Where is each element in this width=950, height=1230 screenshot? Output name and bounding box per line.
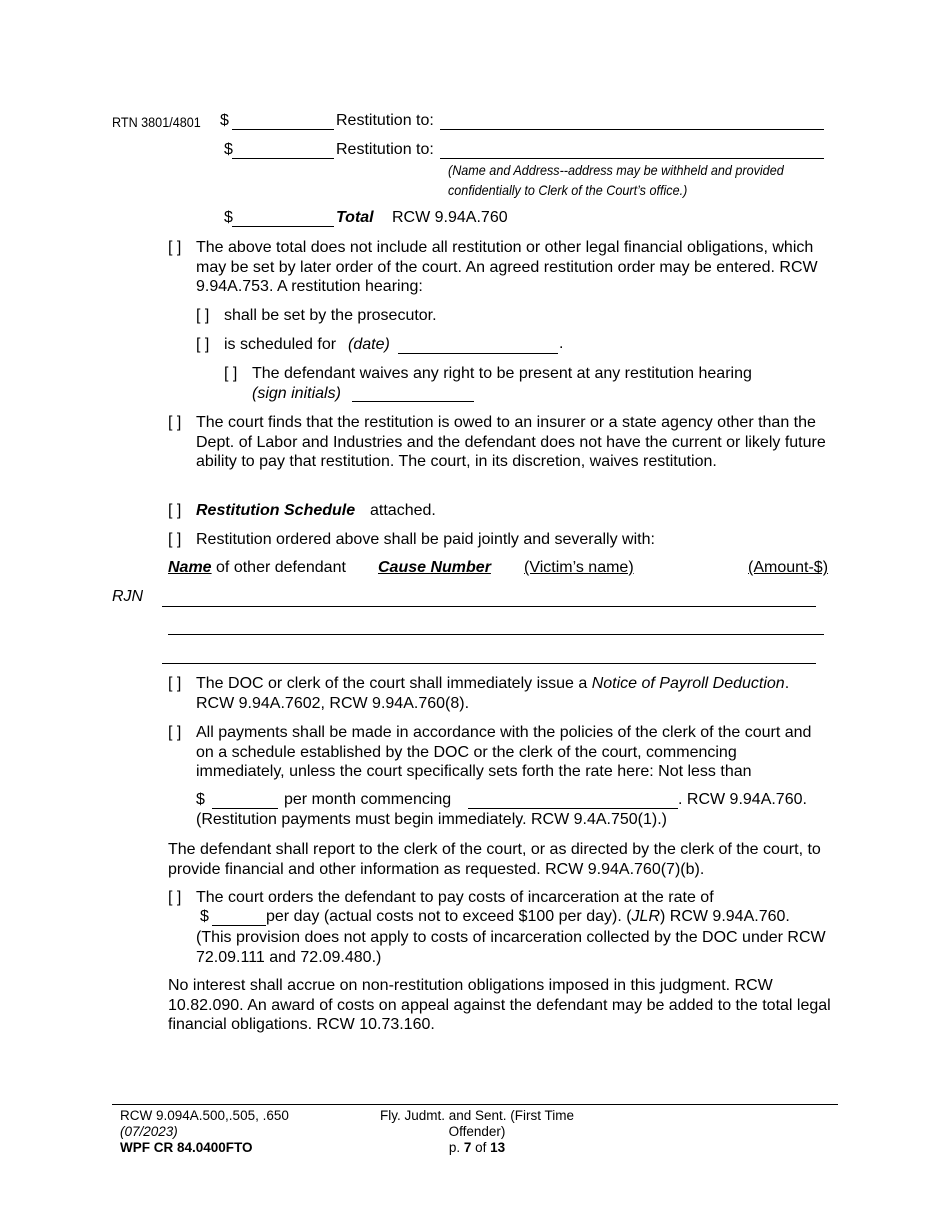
payroll-notice: Notice of Payroll Deduction bbox=[591, 675, 785, 692]
checkbox[interactable]: [ ] bbox=[168, 675, 182, 692]
incarceration-per-day: per day (actual costs not to exceed $100 per day). (JLR) RCW 9.94A.760. bbox=[266, 908, 790, 925]
footer-title-1: Fly. Judmt. and Sent. (First Time bbox=[379, 1108, 575, 1123]
restitution-amount-2-field[interactable] bbox=[232, 158, 334, 159]
checkbox[interactable]: [ ] bbox=[168, 502, 182, 519]
codefendant-line-2[interactable] bbox=[168, 634, 824, 635]
name-address-note: (Name and Address--address may be withheld and provided confidentially to Clerk of the Court’s office.) bbox=[448, 162, 784, 198]
interest-text: No interest shall accrue on non-restitution obligations imposed in this judgment. RCW 10.82.090. An award of costs on appeal against the defendant may be added to the total legal financial obligations. RCW 10.73.160. bbox=[168, 977, 831, 1034]
footer-title-2: Offender) bbox=[448, 1124, 506, 1139]
total-exclusion-item bbox=[168, 238, 828, 296]
schedule-rest: attached. bbox=[370, 502, 436, 519]
rjn-label: RJN bbox=[112, 588, 144, 605]
header-amount: (Amount-$) bbox=[748, 559, 829, 576]
total-rcw: RCW 9.94A.760 bbox=[392, 209, 508, 226]
hearing-set-item bbox=[196, 306, 437, 326]
waive-item bbox=[224, 364, 752, 402]
commencing-date-field[interactable] bbox=[468, 808, 678, 809]
checkbox[interactable]: [ ] bbox=[168, 414, 182, 431]
restitution-recipient-1-field[interactable] bbox=[440, 129, 824, 130]
hearing-date-field[interactable] bbox=[398, 353, 558, 354]
restitution-to-label: Restitution to: bbox=[336, 141, 434, 158]
checkbox[interactable]: [ ] bbox=[196, 336, 210, 353]
dollar-sign: $ bbox=[220, 112, 229, 129]
incarceration-note: (This provision does not apply to costs of incarceration collected by the DOC under RCW 72.09.111 and 72.09.480.) bbox=[196, 929, 826, 966]
header-name-bold: Name bbox=[168, 559, 212, 576]
payment-dollar: $ bbox=[196, 791, 205, 808]
footer-center bbox=[362, 1108, 592, 1156]
total-label: Total bbox=[336, 209, 374, 226]
per-month-label: per month commencing bbox=[284, 791, 452, 808]
payroll-rcw: RCW 9.94A.7602, RCW 9.94A.760(8). bbox=[196, 694, 470, 712]
footer-rcw: RCW 9.094A.500,.505, .650 bbox=[120, 1108, 289, 1123]
restitution-recipient-2-field[interactable] bbox=[440, 158, 824, 159]
payments-item bbox=[168, 723, 828, 781]
insurer-item bbox=[168, 413, 838, 471]
waive-text: The defendant waives any right to be present at any restitution hearing bbox=[252, 365, 752, 382]
footer-rule bbox=[112, 1104, 838, 1105]
page-number: 7 bbox=[463, 1140, 472, 1155]
checkbox[interactable]: [ ] bbox=[168, 239, 182, 256]
jointly-text: Restitution ordered above shall be paid jointly and severally with: bbox=[196, 531, 655, 548]
incarceration-item bbox=[168, 888, 838, 908]
codefendant-line-1[interactable] bbox=[162, 606, 816, 607]
incarceration-line1: The court orders the defendant to pay costs of incarceration at the rate of bbox=[196, 889, 714, 906]
checkbox[interactable]: [ ] bbox=[168, 724, 182, 741]
checkbox[interactable]: [ ] bbox=[168, 889, 182, 906]
header-victim-name: (Victim’s name) bbox=[524, 559, 634, 576]
insurer-text: The court finds that the restitution is owed to an insurer or a state agency other than the Dept. of Labor and Industries and the defendant does not have the current or likely future ability to pay that restitution. The court, in its discretion, waives restitution. bbox=[196, 414, 826, 471]
codefendant-line-3[interactable] bbox=[162, 663, 816, 664]
restitution-to-label: Restitution to: bbox=[336, 112, 434, 129]
header-name-rest: of other defendant bbox=[216, 559, 346, 576]
payments-text: All payments shall be made in accordance with the policies of the clerk of the court and on a schedule established by the DOC or the clerk of the court, commencing immediately, unless the court specifically sets forth the rate here: Not less than bbox=[196, 724, 812, 781]
date-label: (date) bbox=[348, 336, 390, 353]
payroll-item bbox=[168, 674, 838, 712]
schedule-bold: Restitution Schedule bbox=[196, 502, 356, 519]
payments-note: (Restitution payments must begin immediately. RCW 9.4A.750(1).) bbox=[196, 811, 667, 828]
monthly-amount-field[interactable] bbox=[212, 808, 278, 809]
restitution-amount-1-field[interactable] bbox=[232, 129, 334, 130]
footer-left bbox=[120, 1108, 289, 1156]
page-total: 13 bbox=[490, 1140, 506, 1155]
footer-page: p. 7 of 13 bbox=[448, 1140, 506, 1155]
footer-date: (07/2023) bbox=[120, 1124, 178, 1139]
sign-initials-label: (sign initials) bbox=[252, 385, 341, 402]
dollar-sign: $ bbox=[224, 141, 233, 158]
incarceration-dollar: $ bbox=[200, 908, 209, 925]
schedule-item bbox=[168, 501, 436, 521]
daily-rate-field[interactable] bbox=[212, 925, 266, 926]
payments-rcw: . RCW 9.94A.760. bbox=[678, 791, 807, 808]
restitution-code: RTN 3801/4801 bbox=[112, 114, 201, 130]
payroll-text: The DOC or clerk of the court shall immediately issue a Notice of Payroll Deduction. RCW 9.94A.7602, RCW 9.94A.760(8). bbox=[196, 675, 790, 712]
checkbox[interactable]: [ ] bbox=[224, 365, 238, 382]
jlr-label: JLR bbox=[631, 908, 660, 925]
restitution-total-field[interactable] bbox=[232, 226, 334, 227]
checkbox[interactable]: [ ] bbox=[168, 531, 182, 548]
checkbox[interactable]: [ ] bbox=[196, 307, 210, 324]
header-cause-number: Cause Number bbox=[378, 559, 491, 576]
period: . bbox=[559, 335, 564, 352]
hearing-set-text: shall be set by the prosecutor. bbox=[224, 307, 437, 324]
total-exclusion-text: The above total does not include all restitution or other legal financial obligations, which may be set by later order of the court. An agreed restitution order may be entered. RCW 9.94A.753. A restitution hearing: bbox=[196, 239, 818, 296]
dollar-sign: $ bbox=[224, 209, 233, 226]
sign-initials-field[interactable] bbox=[352, 401, 474, 402]
hearing-scheduled-text: is scheduled for bbox=[224, 336, 337, 353]
footer-form: WPF CR 84.0400FTO bbox=[120, 1140, 253, 1155]
jointly-item bbox=[168, 530, 655, 550]
hearing-scheduled-item bbox=[196, 335, 390, 355]
header-name bbox=[168, 559, 346, 577]
report-text: The defendant shall report to the clerk of the court, or as directed by the clerk of the court, to provide financial and other information as requested. RCW 9.94A.760(7)(b). bbox=[168, 841, 821, 878]
